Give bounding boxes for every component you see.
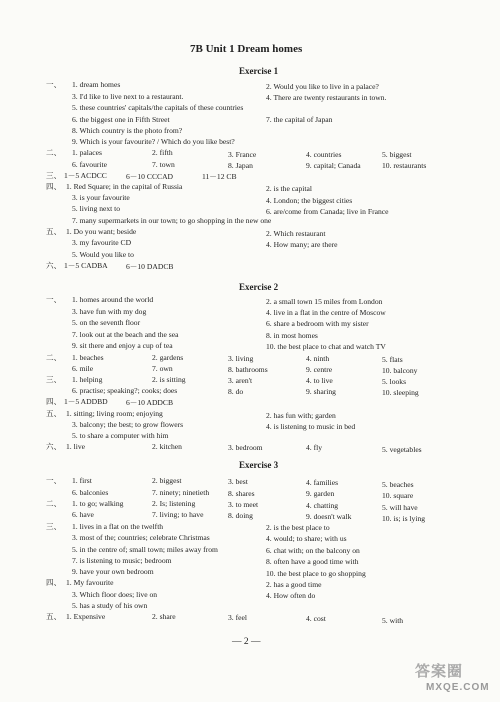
answer-line: 8. in most homes [266, 331, 318, 340]
answer-cell: 4. chatting [306, 501, 339, 510]
answer-line: 5. on the seventh floor [72, 318, 141, 327]
answer-line: 10. the best place to go shopping [266, 569, 366, 578]
answer-line: 4. There are twenty restaurants in town. [266, 93, 387, 102]
answer-cell: 6. balconies [72, 488, 109, 497]
answer-cell: 10. balcony [382, 366, 418, 375]
answer-cell: 6. mile [72, 364, 94, 373]
answer-line: 5. these countries' capitals/the capitals of these countries [72, 103, 244, 112]
section-label: 五、 [46, 612, 62, 621]
answer-line: 1. dream homes [72, 80, 121, 89]
page-title: 7B Unit 1 Dream homes [190, 43, 303, 55]
section-label: 四、 [46, 182, 62, 191]
answer-line: 3. balcony; the best; to grow flowers [72, 420, 184, 429]
answer-line: 4. is listening to music in bed [266, 422, 356, 431]
answer-cell: 5. vegetables [382, 445, 422, 454]
answer-line: 4. would; to share; with us [266, 534, 347, 543]
answer-line: 1. Do you want; beside [66, 227, 137, 236]
answer-cell: 1. to go; walking [72, 499, 124, 508]
answer-cell: 7. living; to have [152, 510, 204, 519]
answer-line: 6. chat with; on the balcony on [266, 546, 360, 555]
answer-cell: 2. fifth [152, 148, 173, 157]
answer-line: 7. many supermarkets in our town; to go shopping in the new one [72, 216, 272, 225]
answer-cell: 9. garden [306, 489, 335, 498]
answer-cell: 2. biggest [152, 476, 182, 485]
answer-line: 5. living next to [72, 204, 121, 213]
answer-cell: 1. live [66, 442, 85, 451]
answer-line: 4. London; the biggest cities [266, 196, 353, 205]
answer-line: 2. is the capital [266, 184, 312, 193]
answer-line: 5. has a study of his own [72, 601, 148, 610]
section-label: 二、 [46, 499, 62, 508]
answer-line: 7. look out at the beach and the sea [72, 330, 179, 339]
answer-line: 3. most of the; countries; celebrate Christmas [72, 533, 210, 542]
answer-cell: 1. first [72, 476, 92, 485]
answer-line: 1. Red Square; in the capital of Russia [66, 182, 183, 191]
section-label: 一、 [46, 295, 62, 304]
answer-line: 8. often have a good time with [266, 557, 359, 566]
answer-cell: 1. Expensive [66, 612, 106, 621]
answer-line: 6. share a bedroom with my sister [266, 319, 369, 328]
section-label: 一、 [46, 476, 62, 485]
answer-cell: 1－5 ADDBD [64, 397, 108, 406]
answer-line: 2. a small town 15 miles from London [266, 297, 383, 306]
answer-cell: 7. own [152, 364, 173, 373]
answer-cell: 2. gardens [152, 353, 184, 362]
answer-cell: 5. will have [382, 503, 418, 512]
answer-cell: 5. beaches [382, 480, 414, 489]
page-number: — 2 — [232, 637, 261, 647]
answer-cell: 2. kitchen [152, 442, 182, 451]
answer-cell: 6. practise; speaking?; cooks; does [72, 386, 178, 395]
section-label: 五、 [46, 409, 62, 418]
answer-cell: 8. bathrooms [228, 365, 268, 374]
section-label: 四、 [46, 578, 62, 587]
answer-line: 2. Would you like to live in a palace? [266, 82, 379, 91]
answer-cell: 3. best [228, 477, 248, 486]
exercise-2-heading: Exercise 2 [239, 282, 279, 292]
section-label: 三、 [46, 171, 62, 180]
answer-line: 8. Which country is the photo from? [72, 126, 183, 135]
answer-line: 9. Which is your favourite? / Which do you like best? [72, 137, 235, 146]
answer-cell: 4. to live [306, 376, 333, 385]
answer-line: 5. in the centre of; small town; miles away from [72, 545, 218, 554]
answer-cell: 4. countries [306, 150, 342, 159]
answer-cell: 1. palaces [72, 148, 102, 157]
answer-cell: 7. town [152, 160, 175, 169]
answer-cell: 10. sleeping [382, 388, 419, 397]
exercise-3-heading: Exercise 3 [239, 460, 279, 470]
watermark-logo: 答案圈 [415, 663, 464, 680]
answer-line: 1. lives in a flat on the twelfth [72, 522, 164, 531]
answer-line: 2. Which restaurant [266, 229, 326, 238]
answer-line: 1. sitting; living room; enjoying [66, 409, 163, 418]
answer-cell: 4. cost [306, 614, 326, 623]
answer-line: 6. the biggest one in Fifth Street [72, 115, 170, 124]
section-label: 六、 [46, 261, 62, 270]
section-label: 二、 [46, 353, 62, 362]
answer-line: 3. my favourite CD [72, 238, 132, 247]
answer-cell: 3. feel [228, 613, 247, 622]
answer-cell: 4. families [306, 478, 339, 487]
answer-cell: 8. doing [228, 511, 253, 520]
answer-cell: 5. biggest [382, 150, 412, 159]
section-label: 六、 [46, 442, 62, 451]
section-label: 三、 [46, 522, 62, 531]
answer-cell: 5. flats [382, 355, 403, 364]
answer-cell: 10. is; is lying [382, 514, 426, 523]
answer-cell: 7. ninety; ninetieth [152, 488, 210, 497]
answer-cell: 6－10 DADCB [126, 262, 174, 271]
answer-cell: 1－5 ACDCC [64, 171, 107, 180]
section-label: 四、 [46, 397, 62, 406]
answer-line: 7. the capital of Japan [266, 115, 333, 124]
answer-cell: 3. aren't [228, 376, 253, 385]
answer-cell: 4. fly [306, 443, 323, 452]
answer-line: 5. Would you like to [72, 250, 134, 259]
answer-line: 3. have fun with my dog [72, 307, 147, 316]
answer-line: 6. are/come from Canada; live in France [266, 207, 389, 216]
answer-cell: 1－5 CADBA [64, 261, 108, 270]
answer-cell: 5. with [382, 616, 404, 625]
watermark-url: MXQE.COM [426, 682, 490, 693]
answer-cell: 3. bedroom [228, 443, 263, 452]
answer-cell: 9. sharing [306, 387, 336, 396]
answer-line: 3. I'd like to live next to a restaurant. [72, 92, 184, 101]
answer-line: 2. is the best place to [266, 523, 330, 532]
answer-line: 4. How many; are there [266, 240, 338, 249]
answer-line: 9. sit there and enjoy a cup of tea [72, 341, 173, 350]
answer-line: 3. Which floor does; live on [72, 590, 158, 599]
section-label: 三、 [46, 375, 62, 384]
answer-cell: 8. Japan [228, 161, 253, 170]
section-label: 二、 [46, 148, 62, 157]
answer-cell: 2. Is; listening [152, 499, 196, 508]
answer-cell: 1. beaches [72, 353, 104, 362]
answer-cell: 1. helping [72, 375, 103, 384]
answer-cell: 9. doesn't walk [306, 512, 352, 521]
answer-cell: 10. restaurants [382, 161, 427, 170]
answer-cell: 5. looks [382, 377, 407, 386]
answer-line: 1. homes around the world [72, 295, 154, 304]
answer-cell: 9. capital; Canada [306, 161, 361, 170]
answer-cell: 2. is sitting [152, 375, 186, 384]
answer-line: 4. live in a flat in the centre of Moscow [266, 308, 386, 317]
answer-line: 9. have your own bedroom [72, 567, 154, 576]
answer-line: 2. has fun with; garden [266, 411, 336, 420]
answer-cell: 8. shares [228, 489, 255, 498]
answer-line: 7. is listening to music; bedroom [72, 556, 172, 565]
section-label: 五、 [46, 227, 62, 236]
answer-cell: 11－12 CB [202, 172, 237, 181]
answer-cell: 3. France [228, 150, 257, 159]
answer-line: 2. has a good time [266, 580, 322, 589]
answer-cell: 9. centre [306, 365, 333, 374]
answer-line: 1. My favourite [66, 578, 114, 587]
answer-cell: 6－10 CCCAD [126, 172, 174, 181]
answer-line: 5. to share a computer with him [72, 431, 169, 440]
answer-line: 3. is your favourite [72, 193, 130, 202]
answer-cell: 6－10 ADDCB [126, 398, 174, 407]
answer-line: 4. How often do [266, 591, 316, 600]
answer-cell: 4. ninth [306, 354, 330, 363]
answer-cell: 2. share [152, 612, 176, 621]
answer-cell: 3. living [228, 354, 254, 363]
answer-cell: 10. square [382, 491, 414, 500]
section-label: 一、 [46, 80, 62, 89]
answer-cell: 3. to meet [228, 500, 259, 509]
answer-line: 10. the best place to chat and watch TV [266, 342, 386, 351]
answer-cell: 8. do [228, 387, 244, 396]
answer-cell: 6. favourite [72, 160, 108, 169]
exercise-1-heading: Exercise 1 [239, 66, 279, 76]
answer-cell: 6. have [72, 510, 94, 519]
